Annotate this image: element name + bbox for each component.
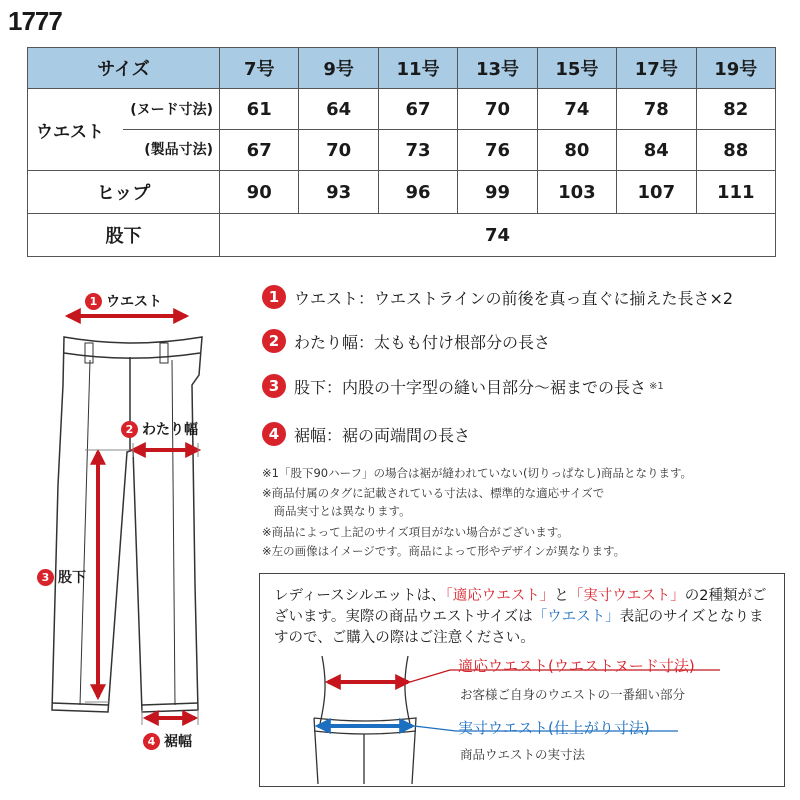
pants-diagram xyxy=(30,285,255,770)
diagram-inseam-label: 3 股下 xyxy=(37,567,86,587)
waist-label: ウエスト xyxy=(36,122,104,142)
actual-waist-desc: 商品ウエストの実寸法 xyxy=(460,747,586,762)
table-cell: 61 xyxy=(220,89,299,130)
inseam-value: 74 xyxy=(220,214,776,257)
number-icon: 1 xyxy=(262,285,286,309)
note-line: ※左の画像はイメージです。商品によって形やデザインが異なります。 xyxy=(262,544,626,558)
table-cell: 76 xyxy=(458,130,537,171)
waist-label-cell xyxy=(28,89,220,171)
diagram-hem-label: 4 裾幅 xyxy=(143,731,192,751)
waist-nude-label: (ヌード寸法) xyxy=(130,102,213,118)
header-cell: 19号 xyxy=(696,48,775,89)
legend-item: 3 股下：内股の十字型の縫い目部分〜裾までの長さ ※1 xyxy=(262,374,664,398)
inseam-label: 股下 xyxy=(28,214,220,257)
number-icon: 4 xyxy=(262,422,286,446)
legend-item: 1 ウエスト：ウエストラインの前後を真っ直ぐに揃えた長さ×2 xyxy=(262,285,733,309)
note-line: ※商品付属のタグに記載されている寸法は、標準的な適応サイズで xyxy=(262,486,605,500)
table-cell: 88 xyxy=(696,130,775,171)
table-cell: 80 xyxy=(537,130,616,171)
table-cell: 82 xyxy=(696,89,775,130)
table-cell: 70 xyxy=(458,89,537,130)
size-table xyxy=(27,47,776,257)
silhouette-note-box xyxy=(259,573,785,787)
note-line: ※商品によって上記のサイズ項目がない場合がございます。 xyxy=(262,525,569,539)
hip-row xyxy=(28,171,776,214)
note-line: ※1「股下90ハーフ」の場合は裾が縫われていない(切りっぱなし)商品となります。 xyxy=(262,466,693,480)
header-cell: 7号 xyxy=(220,48,299,89)
table-cell: 74 xyxy=(537,89,616,130)
header-cell: 17号 xyxy=(617,48,696,89)
header-cell: 15号 xyxy=(537,48,616,89)
number-icon: 3 xyxy=(262,374,286,398)
table-cell: 96 xyxy=(378,171,457,214)
number-icon: 1 xyxy=(85,293,102,310)
product-code: 1777 xyxy=(8,6,62,36)
table-cell: 64 xyxy=(299,89,378,130)
note-line: 商品実寸とは異なります。 xyxy=(262,504,411,518)
header-cell: 9号 xyxy=(299,48,378,89)
number-icon: 2 xyxy=(262,329,286,353)
table-cell: 70 xyxy=(299,130,378,171)
table-cell: 78 xyxy=(617,89,696,130)
waist-divider xyxy=(28,89,220,170)
header-cell: 11号 xyxy=(378,48,457,89)
legend-item: 4 裾幅：裾の両端間の長さ xyxy=(262,422,470,446)
table-cell: 84 xyxy=(617,130,696,171)
inseam-row xyxy=(28,214,776,257)
fit-waist-desc: お客様ご自身のウエストの一番細い部分 xyxy=(460,687,686,702)
number-icon: 3 xyxy=(37,569,54,586)
table-cell: 90 xyxy=(220,171,299,214)
table-header-row xyxy=(28,48,776,89)
table-cell: 103 xyxy=(537,171,616,214)
actual-waist-title: 実寸ウエスト(仕上がり寸法) xyxy=(458,719,650,737)
hip-label: ヒップ xyxy=(28,171,220,214)
table-cell: 67 xyxy=(378,89,457,130)
waist-product-label: (製品寸法) xyxy=(144,142,213,158)
waist-nude-row xyxy=(28,89,776,130)
legend-item: 2 わたり幅：太もも付け根部分の長さ xyxy=(262,329,550,353)
number-icon: 2 xyxy=(121,421,138,438)
fit-waist-title: 適応ウエスト(ウエストヌード寸法) xyxy=(458,657,695,675)
table-cell: 67 xyxy=(220,130,299,171)
silhouette-note-text: レディースシルエットは、「適応ウエスト」と「実寸ウエスト」の2種類がございます。実際の商品ウエストサイズは「ウエスト」表記のサイズとなりますので、ご購入の際はご注意ください。 xyxy=(274,588,767,646)
table-cell: 99 xyxy=(458,171,537,214)
table-cell: 93 xyxy=(299,171,378,214)
diagram-waist-label: 1 ウエスト xyxy=(85,291,162,311)
table-cell: 107 xyxy=(617,171,696,214)
diagram-thigh-label: 2 わたり幅 xyxy=(121,419,198,439)
footnote-ref: ※1 xyxy=(649,380,664,392)
header-cell: サイズ xyxy=(28,48,220,89)
number-icon: 4 xyxy=(143,733,160,750)
table-cell: 111 xyxy=(696,171,775,214)
header-cell: 13号 xyxy=(458,48,537,89)
table-cell: 73 xyxy=(378,130,457,171)
